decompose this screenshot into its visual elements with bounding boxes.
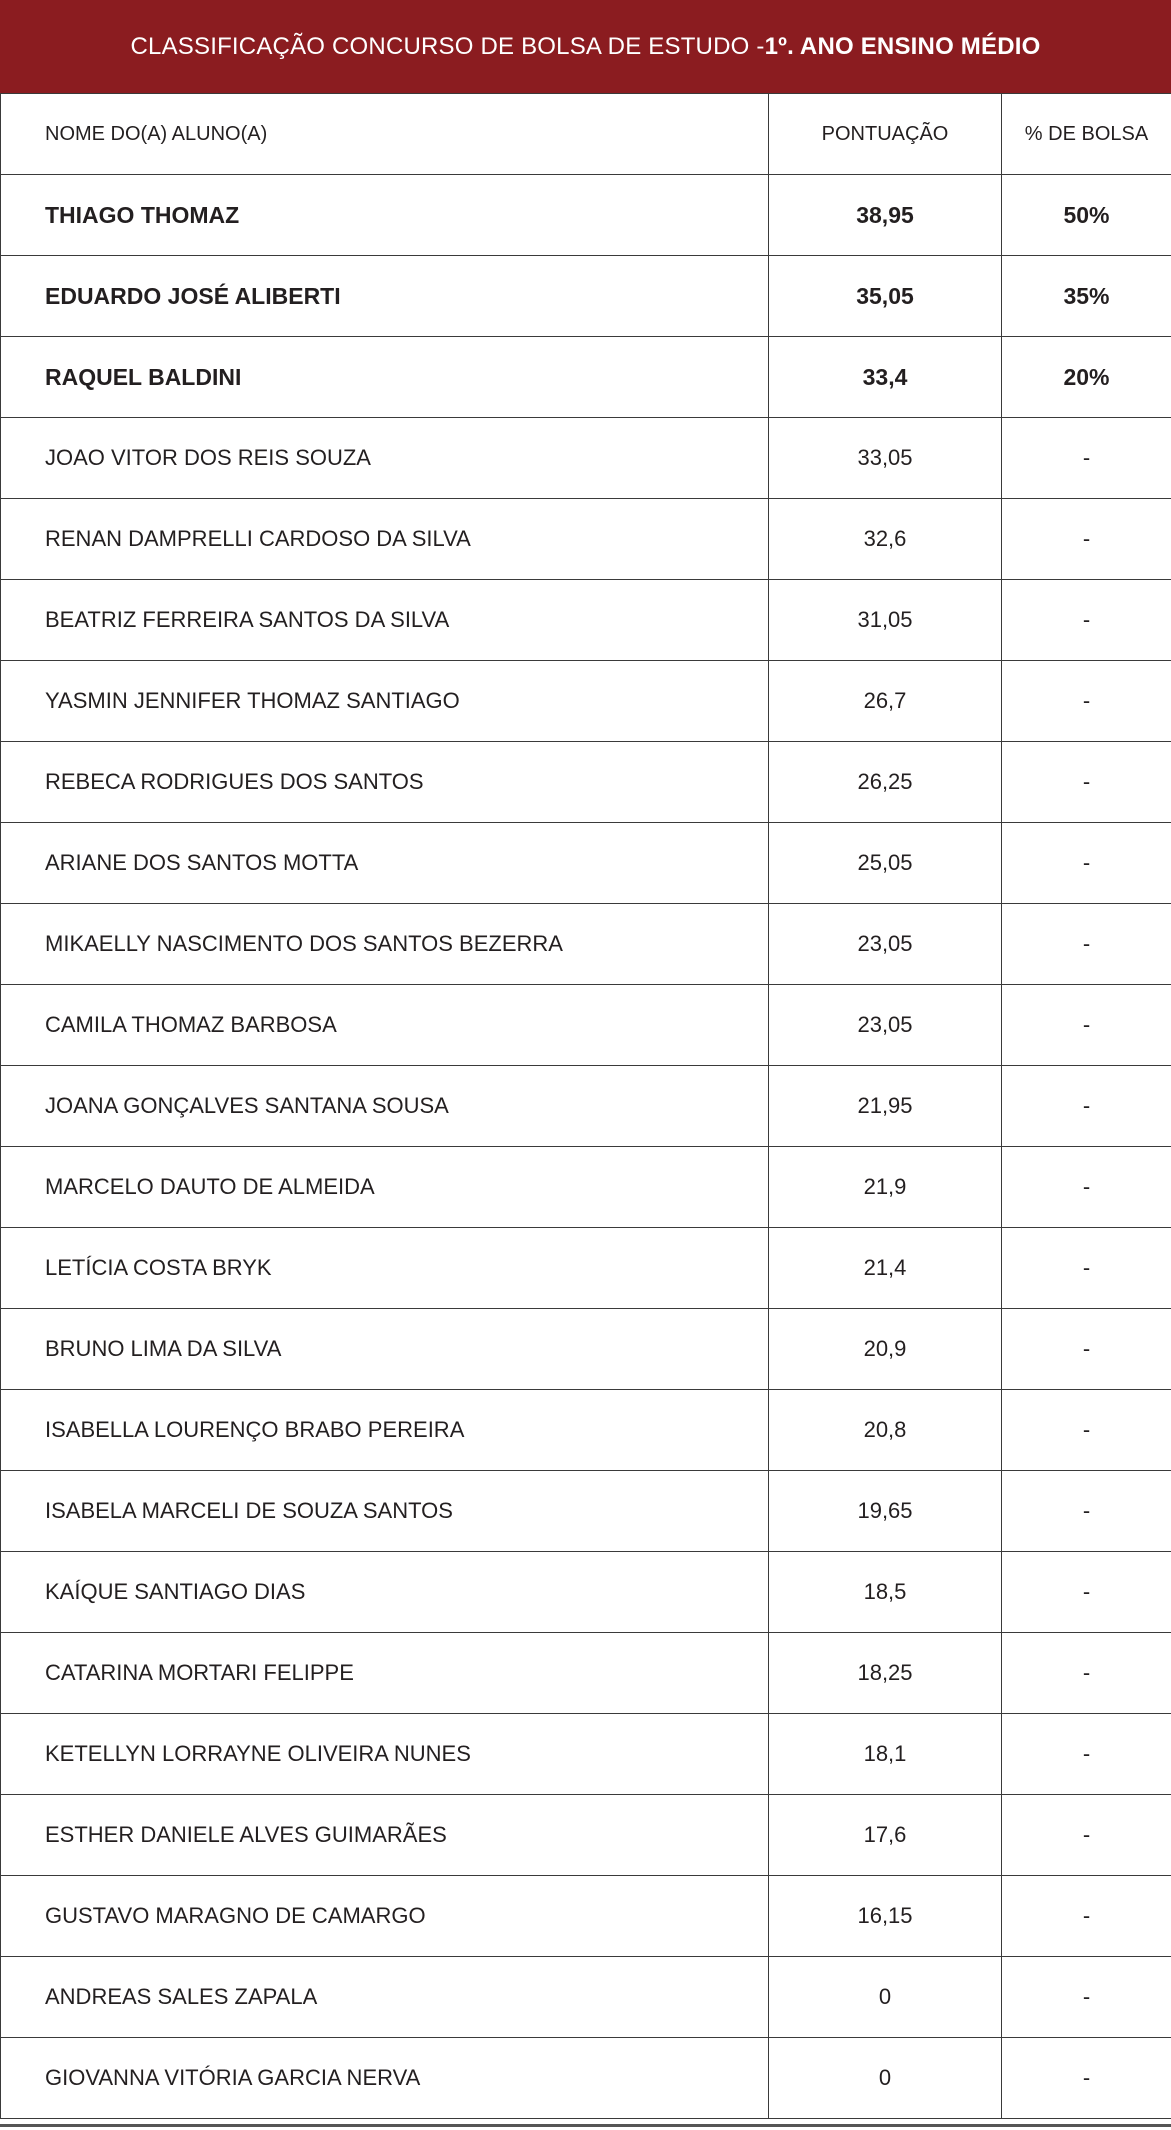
scholarship-cell: - [1002,904,1171,985]
column-header-score: PONTUAÇÃO [769,94,1002,175]
scholarship-cell: 50% [1002,175,1171,256]
title-grade-text: 1º. ANO ENSINO MÉDIO [764,32,1041,60]
student-name-cell: REBECA RODRIGUES DOS SANTOS [1,742,769,823]
score-cell: 16,15 [769,1876,1002,1957]
table-header-row [1,94,1171,175]
score-cell: 25,05 [769,823,1002,904]
student-name-cell: CATARINA MORTARI FELIPPE [1,1633,769,1714]
student-name-cell: BRUNO LIMA DA SILVA [1,1309,769,1390]
table-row [1,175,1171,256]
student-name-cell: CAMILA THOMAZ BARBOSA [1,985,769,1066]
document-title [0,0,1171,93]
score-cell: 31,05 [769,580,1002,661]
column-header-name: NOME DO(A) ALUNO(A) [1,94,769,175]
scholarship-cell: - [1002,1957,1171,2038]
scholarship-cell: - [1002,418,1171,499]
student-name-cell: EDUARDO JOSÉ ALIBERTI [1,256,769,337]
table-row [1,823,1171,904]
student-name-cell: ESTHER DANIELE ALVES GUIMARÃES [1,1795,769,1876]
score-cell: 35,05 [769,256,1002,337]
score-cell: 17,6 [769,1795,1002,1876]
table-row [1,1147,1171,1228]
score-cell: 21,95 [769,1066,1002,1147]
score-cell: 38,95 [769,175,1002,256]
title-main-text: CLASSIFICAÇÃO CONCURSO DE BOLSA DE ESTUDO - [130,32,765,60]
score-cell: 19,65 [769,1471,1002,1552]
table-row [1,256,1171,337]
student-name-cell: YASMIN JENNIFER THOMAZ SANTIAGO [1,661,769,742]
student-name-cell: GIOVANNA VITÓRIA GARCIA NERVA [1,2038,769,2119]
student-name-cell: MARCELO DAUTO DE ALMEIDA [1,1147,769,1228]
scholarship-cell: 35% [1002,256,1171,337]
student-name-cell: ARIANE DOS SANTOS MOTTA [1,823,769,904]
scholarship-cell: - [1002,499,1171,580]
student-name-cell: BEATRIZ FERREIRA SANTOS DA SILVA [1,580,769,661]
student-name-cell: GUSTAVO MARAGNO DE CAMARGO [1,1876,769,1957]
table-row [1,1309,1171,1390]
student-name-cell: RENAN DAMPRELLI CARDOSO DA SILVA [1,499,769,580]
score-cell: 33,05 [769,418,1002,499]
score-cell: 18,5 [769,1552,1002,1633]
scholarship-cell: - [1002,1714,1171,1795]
table-row [1,1957,1171,2038]
scholarship-cell: - [1002,1066,1171,1147]
scholarship-cell: - [1002,1876,1171,1957]
table-row [1,1390,1171,1471]
score-cell: 21,4 [769,1228,1002,1309]
score-cell: 21,9 [769,1147,1002,1228]
table-row [1,1228,1171,1309]
scholarship-cell: - [1002,661,1171,742]
student-name-cell: MIKAELLY NASCIMENTO DOS SANTOS BEZERRA [1,904,769,985]
scholarship-cell: - [1002,1228,1171,1309]
table-row [1,499,1171,580]
score-cell: 33,4 [769,337,1002,418]
table-row [1,1471,1171,1552]
score-cell: 0 [769,2038,1002,2119]
scholarship-cell: - [1002,1552,1171,1633]
table-row [1,1795,1171,1876]
table-row [1,337,1171,418]
table-row [1,1876,1171,1957]
table-row [1,580,1171,661]
score-cell: 20,8 [769,1390,1002,1471]
student-name-cell: RAQUEL BALDINI [1,337,769,418]
student-name-cell: ISABELA MARCELI DE SOUZA SANTOS [1,1471,769,1552]
score-cell: 32,6 [769,499,1002,580]
student-name-cell: ISABELLA LOURENÇO BRABO PEREIRA [1,1390,769,1471]
ranking-table [0,93,1171,2119]
table-row [1,904,1171,985]
score-cell: 23,05 [769,904,1002,985]
student-name-cell: KAÍQUE SANTIAGO DIAS [1,1552,769,1633]
table-row [1,985,1171,1066]
table-row [1,1714,1171,1795]
score-cell: 23,05 [769,985,1002,1066]
table-row [1,418,1171,499]
table-row [1,1633,1171,1714]
score-cell: 18,1 [769,1714,1002,1795]
scholarship-cell: - [1002,1390,1171,1471]
table-row [1,661,1171,742]
score-cell: 18,25 [769,1633,1002,1714]
score-cell: 26,25 [769,742,1002,823]
scholarship-cell: - [1002,1633,1171,1714]
table-row [1,2038,1171,2119]
scholarship-cell: - [1002,1471,1171,1552]
scholarship-cell: - [1002,742,1171,823]
student-name-cell: ANDREAS SALES ZAPALA [1,1957,769,2038]
table-row [1,1552,1171,1633]
scholarship-cell: - [1002,1147,1171,1228]
table-row [1,742,1171,823]
score-cell: 26,7 [769,661,1002,742]
student-name-cell: KETELLYN LORRAYNE OLIVEIRA NUNES [1,1714,769,1795]
student-name-cell: JOANA GONÇALVES SANTANA SOUSA [1,1066,769,1147]
student-name-cell: THIAGO THOMAZ [1,175,769,256]
scholarship-cell: 20% [1002,337,1171,418]
student-name-cell: LETÍCIA COSTA BRYK [1,1228,769,1309]
table-row [1,1066,1171,1147]
student-name-cell: JOAO VITOR DOS REIS SOUZA [1,418,769,499]
score-cell: 0 [769,1957,1002,2038]
scholarship-cell: - [1002,985,1171,1066]
scholarship-cell: - [1002,1795,1171,1876]
scholarship-cell: - [1002,823,1171,904]
score-cell: 20,9 [769,1309,1002,1390]
column-header-scholarship: % DE BOLSA [1002,94,1171,175]
scholarship-cell: - [1002,1309,1171,1390]
scholarship-cell: - [1002,2038,1171,2119]
scholarship-cell: - [1002,580,1171,661]
bottom-divider [0,2124,1171,2127]
